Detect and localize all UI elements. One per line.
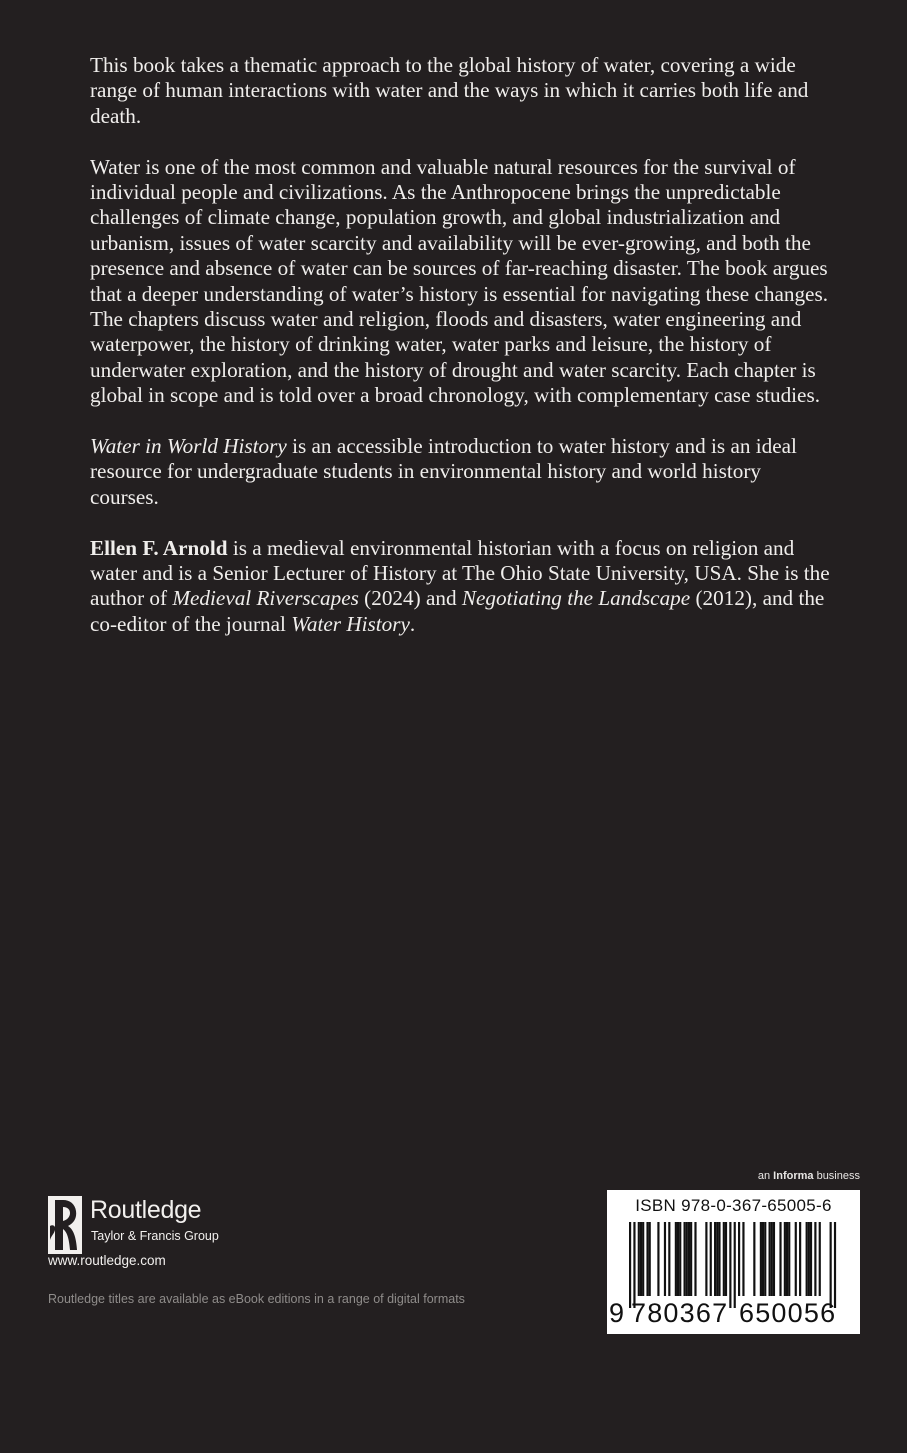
isbn-number: ISBN 978-0-367-65005-6	[635, 1196, 832, 1215]
isbn-barcode	[607, 1190, 860, 1334]
blurb-paragraph-2: Water is one of the most common and valuable natural resources for the survival of individual people and civilizations. As the Anthropocene brings the unpredictable challenges of climate change, population growth, and global industrialization and urbanism, issues of water scarcity and availability will be ever-growing, and both the presence and absence of water can be sources of far-reaching disaster. The book argues that a deeper understanding of water’s history is essential for navigating these changes. The chapters discuss water and religion, floods and disasters, water engineering and waterpower, the history of drinking water, water parks and leisure, the history of underwater exploration, and the history of drought and water scarcity. Each chapter is global in scope and is told over a broad chronology, with complementary case studies.	[90, 154, 829, 408]
barcode-bar	[694, 1222, 696, 1296]
author-journal: Water History	[291, 611, 410, 636]
routledge-mark-icon	[48, 1196, 82, 1254]
ebook-availability-note: Routledge titles are available as eBook editions in a range of digital formats	[48, 1292, 465, 1306]
author-bio-text: (2024) and	[358, 586, 462, 611]
author-bio-text: (2012), and the co-editor of the journal	[90, 586, 825, 636]
barcode-bar	[810, 1222, 812, 1296]
publisher-name: Routledge	[90, 1196, 202, 1224]
barcode-bar	[753, 1222, 755, 1296]
barcode-bar	[649, 1222, 651, 1296]
barcode-bar	[718, 1222, 720, 1296]
barcode-bar	[679, 1222, 681, 1296]
author-book-2: Negotiating the Landscape	[461, 586, 691, 611]
back-cover-blurb	[90, 53, 830, 663]
barcode-guard-bar	[734, 1222, 736, 1308]
barcode-bar	[668, 1222, 670, 1296]
barcode-bar	[799, 1222, 801, 1296]
barcode-bar	[784, 1222, 786, 1296]
barcode-bars	[621, 1222, 847, 1308]
informa-suffix: business	[813, 1170, 860, 1182]
barcode-bar	[716, 1222, 718, 1296]
barcode-guard-bar	[830, 1222, 832, 1308]
barcode-bar	[675, 1222, 677, 1296]
barcode-digit-lead: 9	[609, 1298, 625, 1328]
blurb-paragraph-3-text: is an accessible introduction to water history and is an ideal resource for undergraduate students in environmental history and world history courses.	[90, 434, 797, 509]
author-bio-text: is a medieval environmental historian with a focus on religion and water and is a Senior Lecturer of History at The Ohio State University, USA. She is the author of	[90, 535, 830, 611]
publisher-website[interactable]: www.routledge.com	[48, 1253, 166, 1268]
barcode-bar	[788, 1222, 790, 1296]
author-bio-text: .	[409, 611, 416, 636]
barcode-bar	[664, 1222, 666, 1296]
barcode-bar	[640, 1222, 642, 1296]
informa-brand: Informa	[773, 1170, 814, 1182]
barcode-bar	[646, 1222, 648, 1296]
blurb-paragraph-3	[90, 434, 830, 510]
author-name: Ellen F. Arnold	[90, 535, 228, 560]
barcode-bar	[819, 1222, 821, 1296]
barcode-digits	[607, 1298, 860, 1453]
barcode-bar	[742, 1222, 744, 1296]
publisher-group: Taylor & Francis Group	[91, 1229, 219, 1243]
barcode-bar	[657, 1222, 659, 1296]
barcode-bar	[771, 1222, 773, 1296]
barcode-bar	[686, 1222, 688, 1296]
barcode-bar	[762, 1222, 764, 1296]
barcode-bar	[714, 1222, 716, 1296]
barcode-bar	[725, 1222, 727, 1296]
barcode-bar	[779, 1222, 781, 1296]
barcode-bar	[738, 1222, 740, 1296]
barcode-bar	[723, 1222, 725, 1296]
barcode-bar	[688, 1222, 690, 1296]
barcode-bar	[710, 1222, 712, 1296]
barcode-bar	[705, 1222, 707, 1296]
barcode-bar	[760, 1222, 762, 1296]
blurb-paragraph-1: This book takes a thematic approach to the global history of water, covering a wide range of human interactions with water and the ways in which it carries both life and death.	[90, 53, 809, 128]
barcode-bar	[684, 1222, 686, 1296]
barcode-bar	[786, 1222, 788, 1296]
barcode-bar	[642, 1222, 644, 1296]
barcode-digits-right: 650056	[739, 1298, 837, 1328]
informa-business-tag	[758, 1170, 860, 1182]
author-bio	[90, 536, 830, 638]
author-book-1: Medieval Riverscapes	[172, 586, 359, 611]
barcode-bar	[764, 1222, 766, 1296]
barcode-digits-left: 780367	[631, 1298, 729, 1328]
barcode-bar	[806, 1222, 808, 1296]
book-title: Water in World History	[90, 434, 287, 459]
barcode-bar	[677, 1222, 679, 1296]
barcode-bar	[814, 1222, 816, 1296]
barcode-guard-bar	[729, 1222, 731, 1308]
barcode-guard-bar	[834, 1222, 836, 1308]
barcode-bar	[795, 1222, 797, 1296]
barcode-bar	[638, 1222, 640, 1296]
barcode-bar	[690, 1222, 692, 1296]
barcode-bar	[773, 1222, 775, 1296]
barcode-bar	[808, 1222, 810, 1296]
barcode-guard-bar	[633, 1222, 635, 1308]
routledge-logo	[48, 1196, 248, 1256]
informa-prefix: an	[757, 1170, 774, 1182]
barcode-bar	[769, 1222, 771, 1296]
barcode-guard-bar	[629, 1222, 631, 1308]
